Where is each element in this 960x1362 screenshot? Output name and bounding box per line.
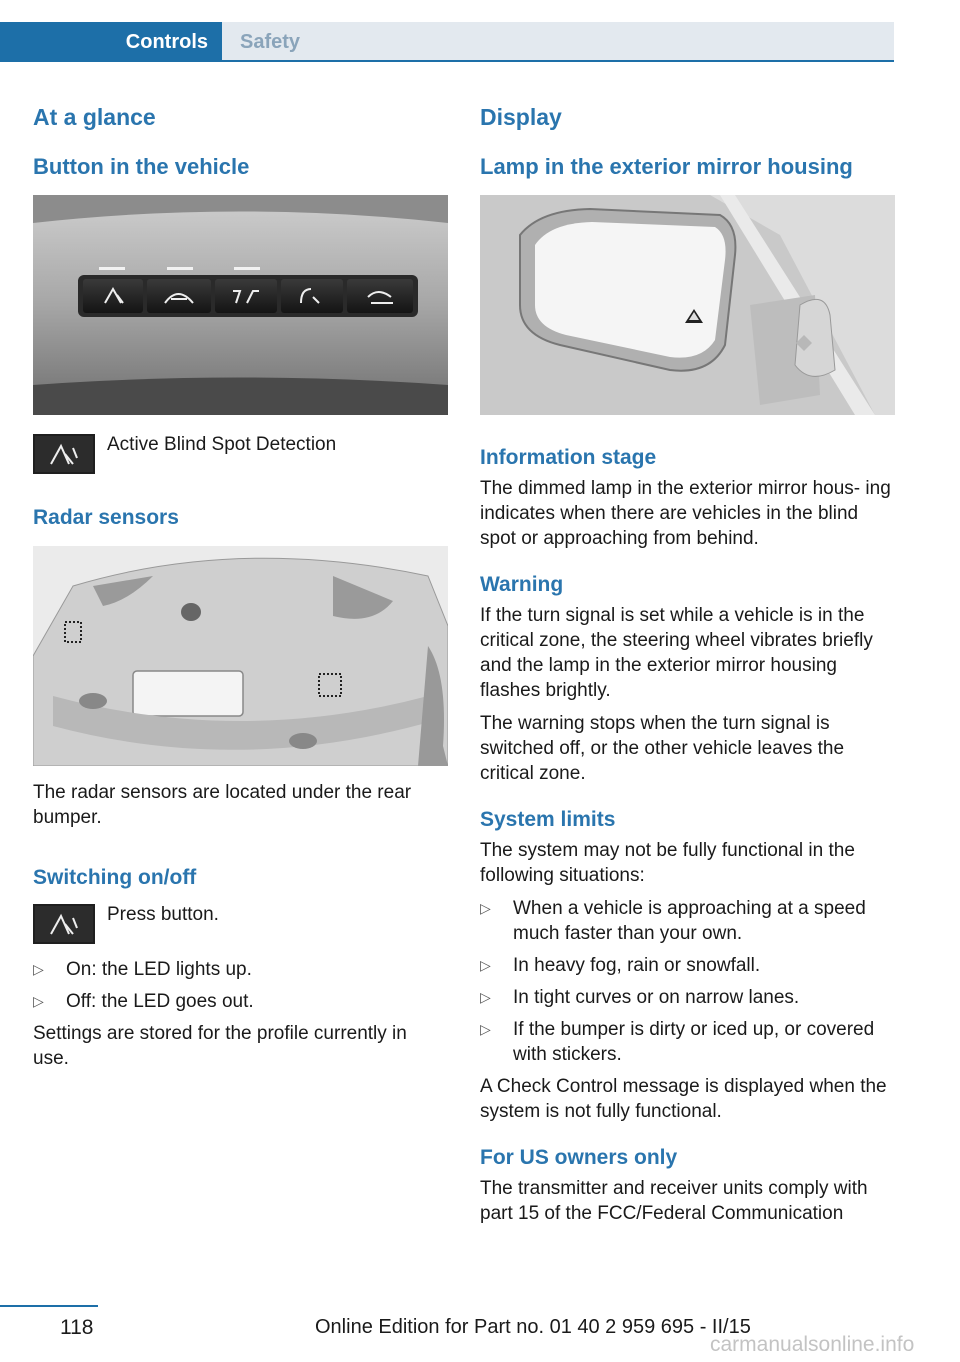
bullet-triangle-icon: ▷ — [480, 900, 491, 916]
warning-text-2: The warning stops when the turn signal is switched off, or the other vehicle leaves the critical zone. — [480, 713, 845, 784]
heading-information-stage: Information stage — [480, 446, 657, 469]
list-item: ▷ Off: the LED goes out. — [33, 991, 254, 1012]
bullet-triangle-icon: ▷ — [480, 957, 491, 973]
heading-us-owners: For US owners only — [480, 1146, 678, 1169]
list-item: ▷ When a vehicle is approaching at a speed much faster than your own. — [480, 898, 866, 944]
list-item: ▷ In heavy fog, rain or snowfall. — [480, 955, 761, 976]
header-rule — [0, 60, 894, 62]
tab-safety[interactable]: Safety — [222, 22, 894, 62]
heading-switching: Switching on/off — [33, 866, 197, 889]
tab-controls[interactable]: Controls — [0, 22, 222, 62]
limits-intro: The system may not be fully functional in the following situations: — [480, 840, 855, 886]
check-control-text: A Check Control message is displayed when the system is not fully functional. — [480, 1076, 887, 1122]
settings-text: Settings are stored for the profile currently in use. — [33, 1023, 407, 1069]
heading-at-a-glance: At a glance — [33, 104, 156, 130]
press-button-text: Press button. — [107, 904, 219, 925]
heading-button-in-vehicle: Button in the vehicle — [33, 154, 250, 179]
watermark: carmanualsonline.info — [710, 1333, 915, 1356]
bullet-triangle-icon: ▷ — [480, 1021, 491, 1037]
page-number: 118 — [60, 1316, 94, 1339]
heading-radar-sensors: Radar sensors — [33, 506, 179, 529]
heading-display: Display — [480, 104, 562, 130]
bullet-triangle-icon: ▷ — [33, 961, 44, 977]
warning-text-1: If the turn signal is set while a vehicle is in the critical zone, the steering wheel vibrates briefly and the lamp in the exterior mirror housing flashes brightly. — [480, 605, 873, 701]
limits-list — [480, 896, 896, 1067]
list-item: ▷ If the bumper is dirty or iced up, or covered with stickers. — [480, 1019, 875, 1065]
button-caption: Active Blind Spot Detection — [107, 434, 337, 455]
list-item: ▷ On: the LED lights up. — [33, 959, 252, 980]
edition-line: Online Edition for Part no. 01 40 2 959 695 - II/15 — [315, 1316, 751, 1338]
bullet-triangle-icon: ▷ — [480, 989, 491, 1005]
heading-lamp: Lamp in the exterior mirror housing — [480, 154, 853, 179]
bullet-triangle-icon: ▷ — [33, 993, 44, 1009]
blind-spot-button-icon-2 — [33, 904, 95, 944]
blind-spot-button-icon — [33, 434, 95, 474]
heading-system-limits: System limits — [480, 808, 616, 831]
us-text: The transmitter and receiver units comply with part 15 of the FCC/Federal Communication — [480, 1178, 868, 1224]
mirror-image — [480, 195, 895, 415]
info-text: The dimmed lamp in the exterior mirror hous‐ ing indicates when there are vehicles in the blind spot or approaching from behind. — [480, 478, 891, 549]
heading-warning: Warning — [480, 573, 564, 596]
radar-sensors-image — [33, 546, 448, 766]
radar-text: The radar sensors are located under the rear bumper. — [33, 782, 412, 828]
list-item: ▷ In tight curves or on narrow lanes. — [480, 987, 800, 1008]
switch-list — [33, 957, 448, 1071]
button-panel-image — [33, 195, 448, 415]
footer-rule — [0, 1305, 98, 1307]
